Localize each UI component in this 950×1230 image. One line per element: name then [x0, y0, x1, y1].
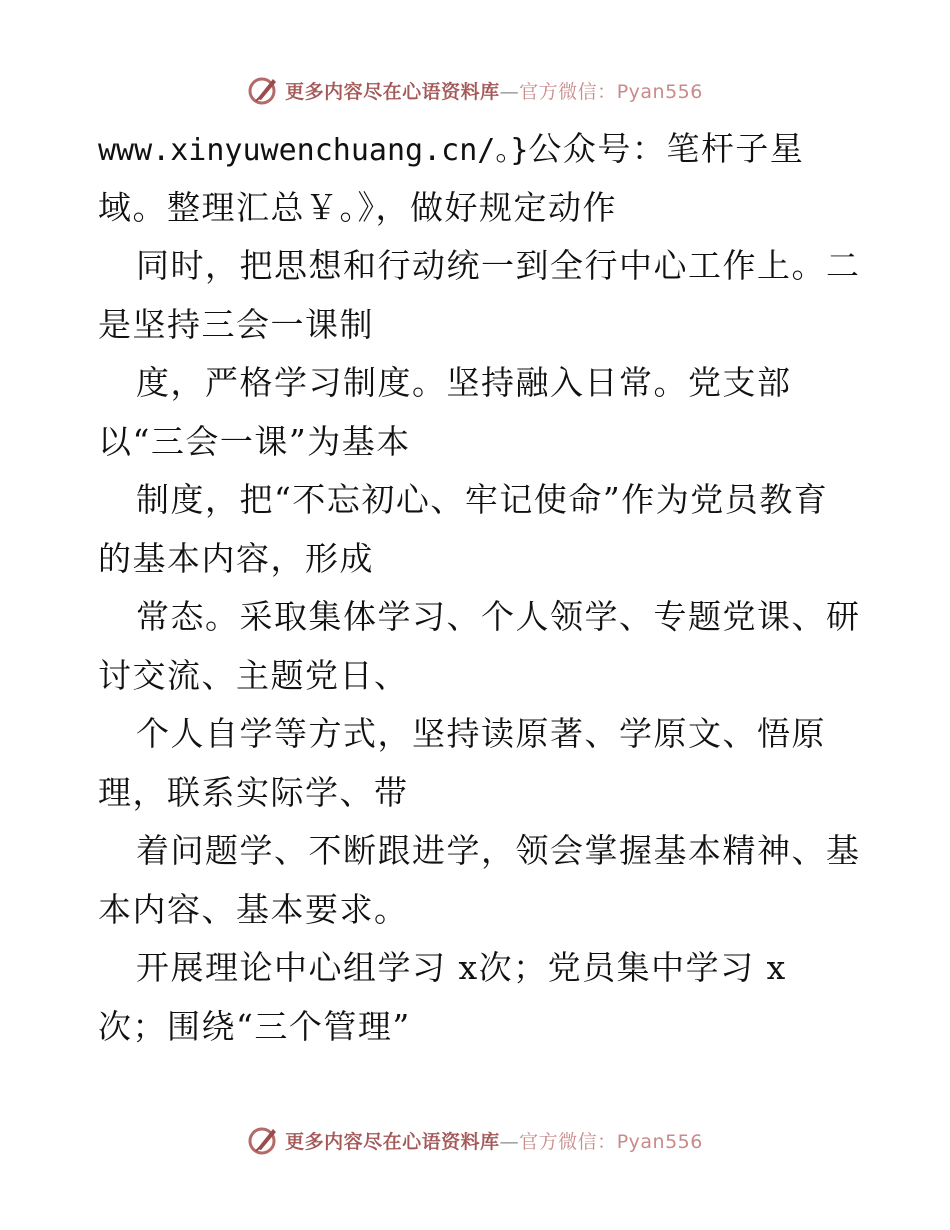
footer-brand-text: 更多内容尽在心语资料库 [285, 1130, 500, 1153]
footer-text [285, 1127, 703, 1154]
header-wechat-id: Pyan556 [616, 80, 703, 103]
url-text: www.xinyuwenchuang.cn/。} [98, 133, 529, 168]
text-line-8: 的基本内容，形成 [98, 538, 374, 578]
text-line-4: 是坚持三会一课制 [98, 304, 374, 344]
feather-pen-circle-icon [247, 73, 281, 107]
text-line-1 [98, 120, 858, 179]
header-brand-text: 更多内容尽在心语资料库 [285, 80, 500, 103]
text-line-1-rest: 公众号：笔杆子星 [528, 129, 805, 168]
text-line-15: 开展理论中心组学习 x次；党员集中学习 x [136, 948, 787, 987]
text-line-12: 理，联系实际学、带 [98, 772, 409, 812]
header-separator: — [499, 80, 520, 103]
feather-pen-circle-icon [247, 1123, 281, 1157]
header-wechat-label: 官方微信： [519, 80, 617, 103]
document-body [98, 120, 861, 1056]
header-banner [0, 70, 950, 110]
text-line-14: 本内容、基本要求。 [98, 889, 409, 929]
text-line-11: 个人自学等方式，坚持读原著、学原文、悟原 [136, 714, 826, 753]
text-line-16: 次；围绕“三个管理” [98, 1006, 411, 1046]
footer-wechat-label: 官方微信： [519, 1130, 617, 1153]
footer-separator: — [499, 1130, 520, 1153]
footer-wechat-id: Pyan556 [616, 1130, 703, 1153]
text-line-10: 讨交流、主题党日、 [98, 655, 409, 695]
text-line-2: 域。整理汇总￥。》，做好规定动作 [98, 187, 617, 227]
text-line-6: 以“三会一课”为基本 [98, 421, 411, 461]
text-line-9: 常态。采取集体学习、个人领学、专题党课、研 [136, 597, 861, 636]
text-line-5: 度，严格学习制度。坚持融入日常。党支部 [136, 363, 792, 402]
text-line-3: 同时，把思想和行动统一到全行中心工作上。二 [136, 246, 861, 285]
text-line-13: 着问题学、不断跟进学，领会掌握基本精神、基 [136, 831, 861, 870]
footer-banner [0, 1120, 950, 1160]
header-text [285, 77, 703, 104]
text-line-7: 制度，把“不忘初心、牢记使命”作为党员教育 [136, 480, 829, 519]
